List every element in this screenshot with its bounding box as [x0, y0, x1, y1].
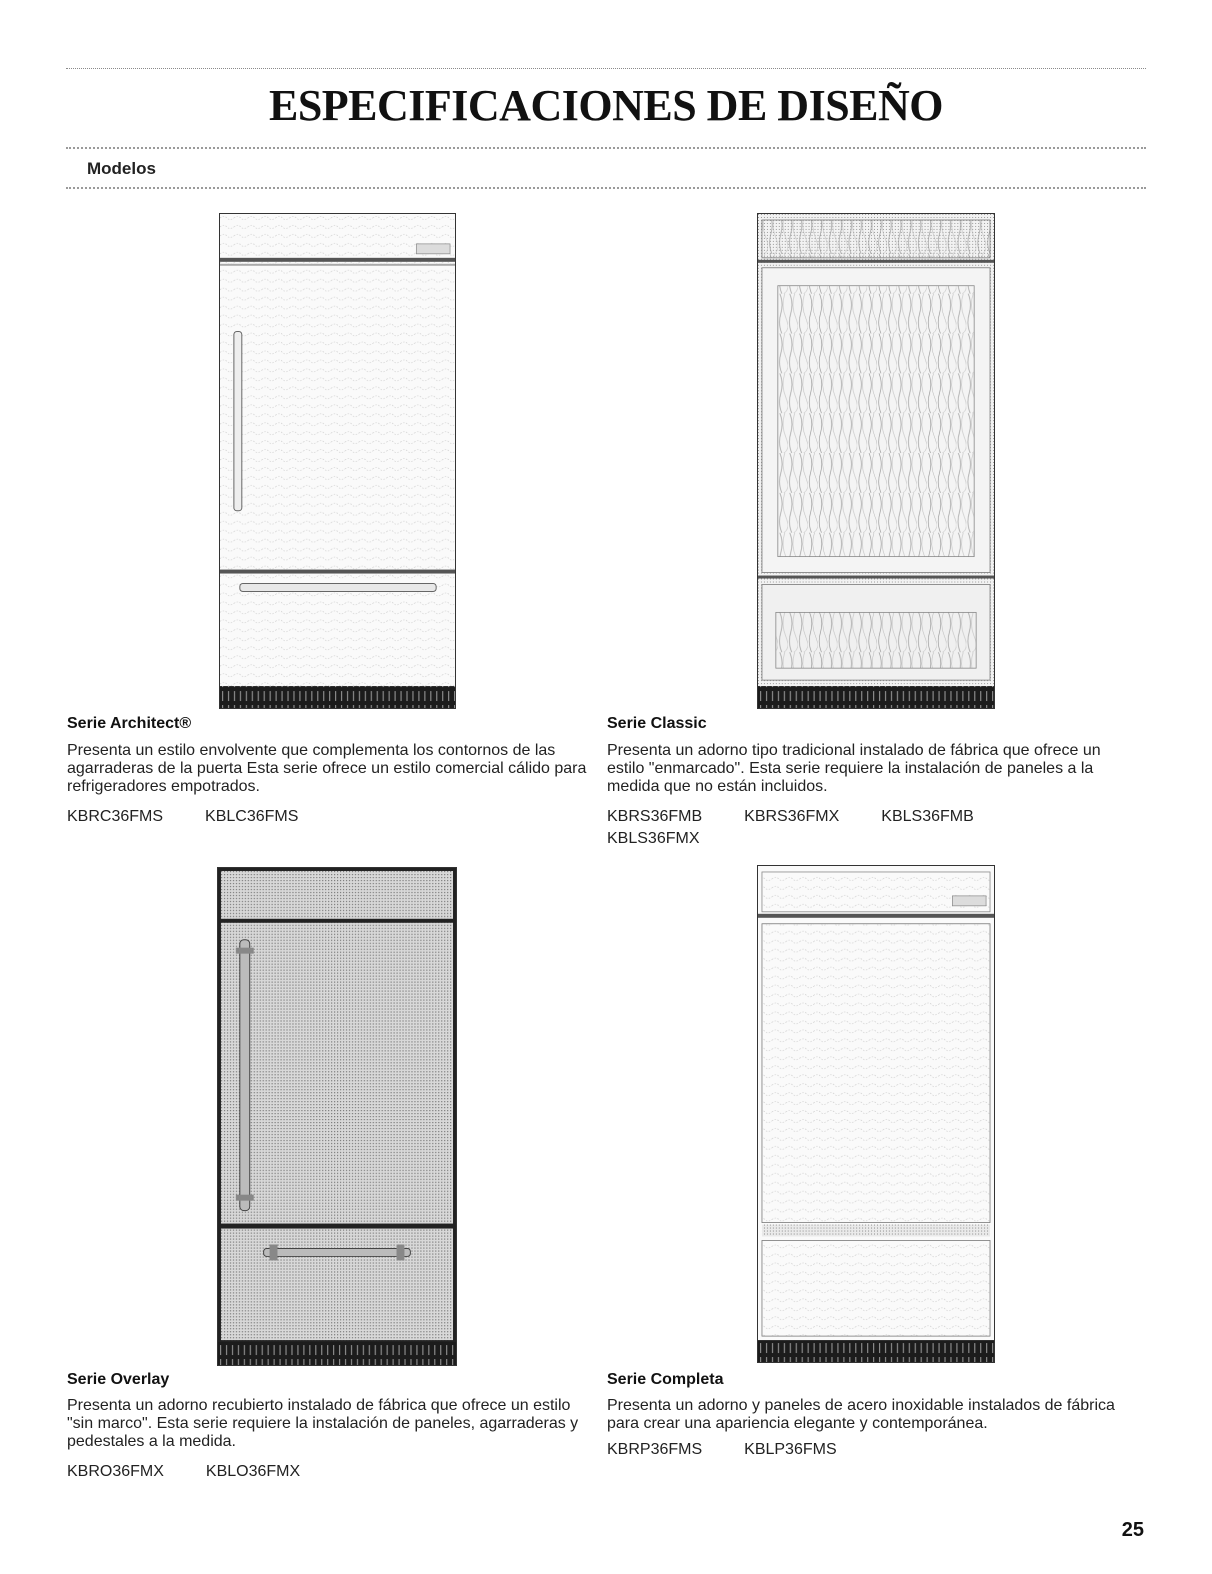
model-list-completa: [607, 1439, 1127, 1461]
top-divider: [66, 68, 1146, 69]
series-name-classic: Serie Classic: [607, 715, 707, 732]
model-list-architect: [67, 806, 587, 828]
model-number: KBLO36FMX: [205, 1463, 301, 1480]
series-description-overlay: Presenta un adorno recubierto instalado de fábrica que ofrece un estilo "sin marco". Esta serie requiere la instalación de paneles, agarraderas y pedestales a la medida.: [67, 1397, 579, 1450]
series-name-completa: Serie Completa: [607, 1371, 724, 1388]
page-title: ESPECIFICACIONES DE DISEÑO: [268, 81, 944, 130]
section-divider-top: [66, 147, 1146, 149]
model-number: KBRO36FMX: [67, 1463, 164, 1480]
model-list-overlay: [67, 1461, 587, 1483]
completa-refrigerator-illustration: [757, 865, 995, 1363]
section-divider-bottom: [66, 187, 1146, 189]
model-number: KBRC36FMS: [67, 808, 164, 825]
series-name-overlay: Serie Overlay: [67, 1371, 170, 1388]
model-list-classic: [607, 806, 1127, 850]
series-description-completa: Presenta un adorno y paneles de acero inoxidable instalados de fábrica para crear una apariencia elegante y contemporánea.: [607, 1397, 1115, 1432]
section-heading: Modelos: [87, 159, 156, 178]
series-description-architect: Presenta un estilo envolvente que complementa los contornos de las agarraderas de la puerta Esta serie ofrece un estilo comercial cálido para refrigeradores empotrados.: [67, 742, 587, 795]
model-number: KBRS36FMB: [607, 808, 703, 825]
model-number: KBLP36FMS: [744, 1441, 837, 1458]
series-description-classic: Presenta un adorno tipo tradicional instalado de fábrica que ofrece un estilo "enmarcado". Esta serie requiere la instalación de paneles a la medida que no están incluidos.: [607, 742, 1101, 795]
model-number: KBLC36FMS: [205, 808, 299, 825]
classic-refrigerator-illustration: [757, 213, 995, 709]
model-number: KBLS36FMX: [607, 830, 700, 847]
model-number: KBLS36FMB: [881, 808, 974, 825]
page-number: 25: [1121, 1519, 1144, 1541]
model-number: KBRS36FMX: [744, 808, 840, 825]
series-name-architect: Serie Architect®: [67, 715, 192, 732]
model-number: KBRP36FMS: [607, 1441, 703, 1458]
architect-refrigerator-illustration: [219, 213, 456, 709]
overlay-refrigerator-illustration: [217, 867, 457, 1366]
